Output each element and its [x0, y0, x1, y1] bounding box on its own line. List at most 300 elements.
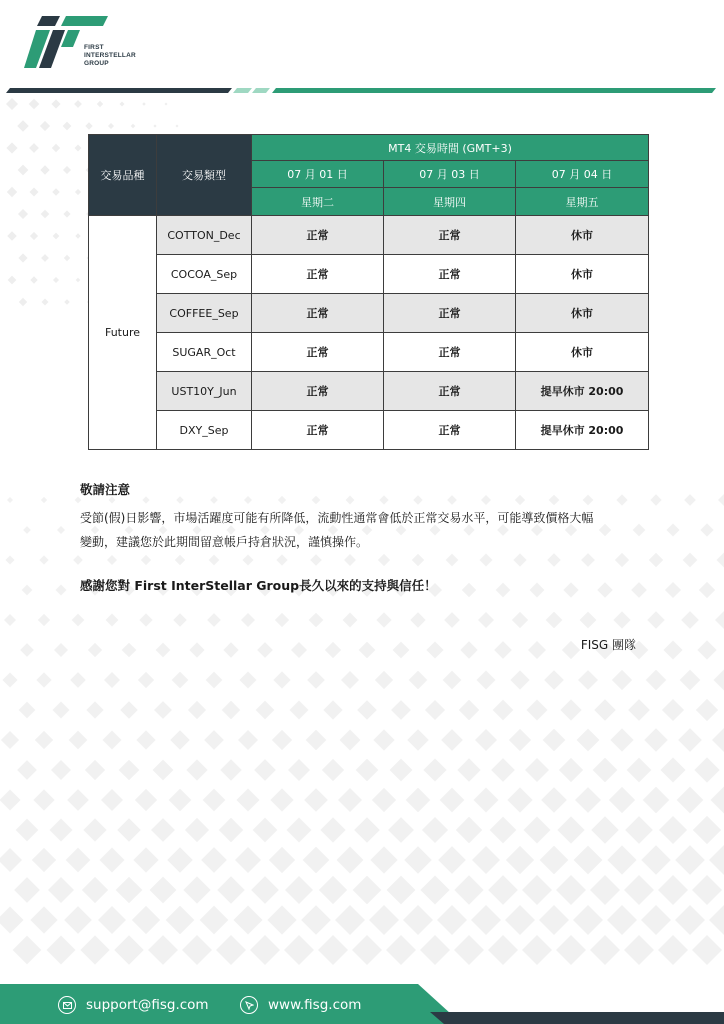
pattern-diamond: [359, 642, 376, 659]
pattern-diamond: [156, 643, 171, 658]
pattern-diamond: [563, 582, 578, 597]
pattern-diamond: [41, 497, 47, 503]
footer: [0, 984, 724, 1024]
pattern-diamond: [175, 555, 185, 565]
pattern-diamond: [154, 701, 172, 719]
pattern-diamond: [219, 818, 243, 842]
pattern-diamond: [609, 787, 635, 813]
pattern-diamond: [238, 730, 258, 750]
pattern-diamond: [659, 816, 687, 844]
pattern-diamond: [2, 672, 17, 687]
pattern-diamond: [423, 758, 446, 781]
pattern-diamond: [373, 729, 394, 750]
pattern-diamond: [139, 613, 152, 626]
notice-section: [80, 480, 650, 554]
pattern-diamond: [496, 583, 511, 598]
pattern-diamond: [459, 700, 479, 720]
pattern-diamond: [475, 729, 497, 751]
pattern-diamond: [19, 298, 27, 306]
pattern-diamond: [104, 672, 120, 688]
pattern-diamond: [251, 876, 279, 904]
pattern-diamond: [546, 612, 563, 629]
pattern-diamond: [276, 554, 287, 565]
pattern-diamond: [577, 729, 600, 752]
pattern-diamond: [53, 277, 59, 283]
status-cell: 正常: [252, 255, 384, 294]
pattern-diamond: [509, 729, 531, 751]
header-date-2: 07 月 03 日: [384, 161, 516, 188]
pattern-diamond: [200, 906, 229, 935]
pattern-diamond: [30, 276, 37, 283]
pattern-diamond: [170, 730, 189, 749]
header-type: 交易類型: [157, 135, 252, 216]
pattern-diamond: [490, 817, 517, 844]
pattern-diamond: [285, 876, 313, 904]
pattern-diamond: [183, 876, 210, 903]
pattern-diamond: [647, 611, 664, 628]
pattern-diamond: [122, 643, 137, 658]
pattern-diamond: [422, 817, 448, 843]
pattern-diamond: [337, 847, 364, 874]
pattern-diamond: [88, 643, 102, 657]
pattern-diamond: [301, 905, 331, 935]
fisg-logo: [24, 14, 154, 74]
pattern-diamond: [5, 555, 14, 564]
pattern-diamond: [201, 847, 227, 873]
pattern-diamond: [207, 613, 221, 627]
pattern-diamond: [216, 935, 246, 965]
header-mt4-hours: MT4 交易時間 (GMT+3): [252, 135, 649, 161]
pattern-diamond: [97, 101, 103, 107]
status-cell: 正常: [252, 411, 384, 450]
pattern-diamond: [142, 102, 146, 106]
pattern-diamond: [341, 671, 359, 689]
pattern-diamond: [307, 671, 325, 689]
pattern-diamond: [204, 730, 224, 750]
pattern-diamond: [407, 729, 428, 750]
pattern-diamond: [80, 935, 109, 964]
pattern-diamond: [344, 554, 356, 566]
pattern-diamond: [343, 613, 358, 628]
pattern-diamond: [323, 700, 342, 719]
pattern-diamond: [217, 876, 244, 903]
pattern-diamond: [454, 875, 483, 904]
pattern-diamond: [412, 554, 424, 566]
pattern-diamond: [14, 877, 40, 903]
pattern-diamond: [613, 611, 630, 628]
pattern-diamond: [30, 906, 57, 933]
pattern-diamond: [153, 124, 156, 127]
pattern-diamond: [643, 787, 669, 813]
pattern-diamond: [239, 671, 256, 688]
pattern-diamond: [223, 642, 238, 657]
pattern-diamond: [699, 582, 715, 598]
pattern-diamond: [658, 935, 688, 965]
pattern-diamond: [153, 760, 174, 781]
pattern-diamond: [241, 613, 255, 627]
pattern-diamond: [18, 253, 27, 262]
status-cell: 正常: [252, 294, 384, 333]
pattern-diamond: [284, 935, 314, 965]
pattern-diamond: [641, 905, 671, 935]
pattern-diamond: [624, 875, 654, 905]
pattern-diamond: [119, 760, 140, 781]
pattern-diamond: [658, 875, 688, 905]
header-category: 交易品種: [89, 135, 157, 216]
pattern-diamond: [101, 789, 123, 811]
table-row: [89, 216, 649, 255]
pattern-diamond: [85, 122, 92, 129]
pattern-diamond: [456, 817, 482, 843]
header-weekday-2: 星期四: [384, 188, 516, 216]
pattern-diamond: [425, 700, 445, 720]
pattern-diamond: [590, 875, 620, 905]
pattern-diamond: [462, 583, 476, 597]
pattern-diamond: [591, 816, 619, 844]
pattern-diamond: [57, 526, 65, 534]
pattern-diamond: [54, 643, 68, 657]
pattern-diamond: [64, 255, 70, 261]
pattern-diamond: [290, 701, 309, 720]
pattern-diamond: [718, 494, 724, 506]
header-date-3: 07 月 04 日: [516, 161, 649, 188]
pattern-diamond: [41, 210, 50, 219]
pattern-diamond: [513, 553, 526, 566]
pattern-diamond: [391, 700, 411, 720]
pattern-diamond: [404, 846, 431, 873]
notice-title: 敬請注意: [80, 482, 131, 497]
pattern-diamond: [117, 818, 141, 842]
pattern-diamond: [354, 817, 380, 843]
pattern-diamond: [75, 189, 81, 195]
pattern-diamond: [440, 788, 465, 813]
pattern-diamond: [409, 671, 427, 689]
thanks-message: 感謝您對 First InterStellar Group長久以來的支持與信任！: [80, 578, 437, 593]
pattern-diamond: [488, 875, 518, 905]
header-date-1: 07 月 01 日: [252, 161, 384, 188]
pattern-diamond: [17, 120, 29, 132]
pattern-diamond: [628, 699, 650, 721]
pattern-diamond: [525, 758, 549, 782]
pattern-diamond: [369, 905, 399, 935]
pattern-diamond: [257, 642, 273, 658]
pattern-diamond: [446, 554, 459, 567]
pattern-diamond: [353, 876, 382, 905]
header-weekday-3: 星期五: [516, 188, 649, 216]
pattern-diamond: [42, 299, 49, 306]
pattern-diamond: [426, 641, 443, 658]
pattern-diamond: [700, 523, 713, 536]
header-weekday-1: 星期二: [252, 188, 384, 216]
pattern-diamond: [473, 787, 498, 812]
pattern-diamond: [625, 816, 653, 844]
pattern-diamond: [457, 758, 480, 781]
pattern-diamond: [85, 760, 105, 780]
header-stripe: [0, 86, 724, 96]
footer-email[interactable]: [58, 995, 209, 1015]
pattern-diamond: [524, 817, 551, 844]
pattern-diamond: [681, 611, 699, 629]
pattern-diamond: [507, 787, 532, 812]
pattern-diamond: [717, 553, 724, 568]
pattern-diamond: [253, 818, 278, 843]
pattern-diamond: [631, 582, 647, 598]
pattern-diamond: [172, 672, 188, 688]
pattern-diamond: [712, 728, 724, 752]
pattern-diamond: [167, 847, 192, 872]
status-cell: 提早休市 20:00: [516, 411, 649, 450]
pattern-diamond: [273, 671, 290, 688]
pattern-diamond: [35, 731, 53, 749]
pattern-diamond: [578, 670, 598, 690]
pattern-diamond: [593, 758, 618, 783]
pattern-diamond: [63, 122, 72, 131]
table-row: [89, 372, 649, 411]
pattern-diamond: [522, 935, 552, 965]
pattern-diamond: [38, 614, 50, 626]
pattern-diamond: [390, 759, 413, 782]
pattern-diamond: [488, 935, 518, 965]
pattern-diamond: [188, 701, 206, 719]
pattern-diamond: [541, 787, 567, 813]
pattern-diamond: [133, 847, 158, 872]
pattern-diamond: [714, 670, 724, 691]
pattern-diamond: [114, 935, 144, 965]
table-row: [89, 411, 649, 450]
pattern-diamond: [233, 905, 262, 934]
pattern-diamond: [590, 935, 620, 965]
pattern-diamond: [460, 641, 477, 658]
trading-hours-table: [88, 134, 649, 450]
pattern-diamond: [692, 935, 722, 965]
pattern-diamond: [594, 699, 616, 721]
pattern-diamond: [209, 555, 220, 566]
symbol-cell: SUGAR_Oct: [157, 333, 252, 372]
pattern-diamond: [406, 788, 430, 812]
pattern-diamond: [441, 729, 463, 751]
pattern-diamond: [581, 553, 595, 567]
pattern-diamond: [6, 98, 18, 110]
pattern-diamond: [540, 846, 569, 875]
pattern-diamond: [55, 584, 66, 595]
pattern-diamond: [272, 730, 292, 750]
pattern-diamond: [665, 582, 681, 598]
pattern-diamond: [437, 905, 467, 935]
notice-body: [80, 506, 650, 554]
footer-website[interactable]: [240, 995, 361, 1015]
pattern-diamond: [53, 233, 60, 240]
pattern-diamond: [6, 142, 17, 153]
pattern-diamond: [352, 935, 382, 965]
pattern-diamond: [607, 905, 637, 935]
pattern-diamond: [19, 702, 36, 719]
pattern-diamond: [386, 935, 416, 965]
pattern-diamond: [141, 555, 151, 565]
pattern-diamond: [666, 523, 679, 536]
pattern-diamond: [309, 613, 324, 628]
pattern-diamond: [64, 299, 70, 305]
status-cell: 正常: [384, 255, 516, 294]
cursor-icon: [240, 996, 258, 1014]
pattern-diamond: [693, 816, 721, 844]
status-cell: 正常: [384, 294, 516, 333]
pattern-diamond: [539, 905, 569, 935]
pattern-diamond: [169, 789, 191, 811]
status-cell: 休市: [516, 294, 649, 333]
pattern-diamond: [1, 731, 19, 749]
pattern-diamond: [275, 613, 289, 627]
pattern-diamond: [83, 818, 106, 841]
pattern-diamond: [291, 642, 307, 658]
pattern-diamond: [150, 877, 177, 904]
pattern-diamond: [454, 935, 484, 965]
pattern-diamond: [256, 701, 275, 720]
pattern-diamond: [0, 789, 21, 810]
pattern-diamond: [528, 641, 546, 659]
pattern-diamond: [696, 699, 718, 721]
pattern-diamond: [173, 613, 186, 626]
footer-website-text: www.fisg.com: [268, 997, 362, 1013]
pattern-diamond: [378, 554, 390, 566]
pattern-diamond: [70, 672, 86, 688]
pattern-diamond: [189, 642, 204, 657]
pattern-diamond: [131, 124, 136, 129]
pattern-diamond: [303, 847, 330, 874]
pattern-diamond: [711, 787, 724, 814]
table-row: [89, 333, 649, 372]
pattern-diamond: [13, 936, 42, 965]
brand-line-1: FIRST: [84, 44, 104, 51]
pattern-diamond: [287, 818, 312, 843]
pattern-diamond: [627, 758, 652, 783]
status-cell: 休市: [516, 255, 649, 294]
pattern-diamond: [98, 906, 126, 934]
pattern-diamond: [607, 845, 636, 874]
pattern-diamond: [556, 935, 586, 965]
pattern-diamond: [675, 845, 705, 875]
brand-line-3: GROUP: [84, 60, 109, 67]
pattern-diamond: [692, 875, 722, 905]
pattern-diamond: [612, 670, 632, 690]
pattern-diamond: [103, 731, 122, 750]
pattern-diamond: [18, 209, 28, 219]
pattern-diamond: [0, 906, 24, 933]
pattern-diamond: [165, 103, 168, 106]
status-cell: 正常: [384, 216, 516, 255]
pattern-diamond: [16, 819, 39, 842]
pattern-diamond: [63, 166, 71, 174]
pattern-diamond: [18, 165, 29, 176]
pattern-diamond: [66, 848, 91, 873]
pattern-diamond: [479, 553, 492, 566]
pattern-diamond: [649, 553, 663, 567]
pattern-diamond: [0, 848, 22, 872]
pattern-diamond: [269, 847, 295, 873]
pattern-diamond: [510, 670, 529, 689]
pattern-diamond: [235, 847, 261, 873]
pattern-diamond: [573, 905, 603, 935]
pattern-diamond: [694, 757, 719, 782]
status-cell: 正常: [252, 216, 384, 255]
category-cell: Future: [89, 216, 157, 450]
pattern-diamond: [677, 787, 704, 814]
pattern-diamond: [420, 875, 449, 904]
pattern-diamond: [388, 817, 414, 843]
pattern-diamond: [556, 875, 586, 905]
pattern-diamond: [575, 787, 601, 813]
pattern-diamond: [410, 612, 425, 627]
symbol-cell: UST10Y_Jun: [157, 372, 252, 411]
status-cell: 正常: [384, 333, 516, 372]
pattern-diamond: [75, 145, 82, 152]
pattern-diamond: [73, 555, 83, 565]
pattern-diamond: [325, 642, 341, 658]
pattern-diamond: [662, 699, 684, 721]
pattern-diamond: [491, 758, 515, 782]
pattern-diamond: [86, 701, 103, 718]
pattern-diamond: [32, 848, 56, 872]
pattern-diamond: [320, 817, 345, 842]
brand-line-2: INTERSTELLAR: [84, 52, 136, 59]
pattern-diamond: [39, 555, 48, 564]
pattern-diamond: [375, 671, 393, 689]
pattern-diamond: [185, 818, 209, 842]
pattern-diamond: [684, 494, 696, 506]
symbol-cell: COFFEE_Sep: [157, 294, 252, 333]
pattern-diamond: [512, 612, 528, 628]
pattern-diamond: [709, 905, 724, 935]
pattern-diamond: [476, 670, 495, 689]
pattern-diamond: [4, 614, 16, 626]
pattern-diamond: [318, 935, 348, 965]
pattern-diamond: [267, 905, 296, 934]
pattern-diamond: [270, 788, 293, 811]
pattern-diamond: [108, 123, 114, 129]
pattern-diamond: [100, 848, 125, 873]
pattern-diamond: [82, 877, 108, 903]
pattern-diamond: [340, 730, 361, 751]
pattern-diamond: [176, 125, 179, 128]
pattern-diamond: [624, 935, 654, 965]
pattern-diamond: [530, 583, 545, 598]
pattern-diamond: [166, 906, 194, 934]
pattern-diamond: [443, 671, 462, 690]
pattern-diamond: [319, 876, 347, 904]
pattern-diamond: [310, 554, 322, 566]
pattern-diamond: [646, 670, 666, 690]
mail-icon: [58, 996, 76, 1014]
symbol-cell: DXY_Sep: [157, 411, 252, 450]
pattern-diamond: [560, 699, 581, 720]
symbol-cell: COCOA_Sep: [157, 255, 252, 294]
pattern-diamond: [420, 935, 450, 965]
table-row: [89, 255, 649, 294]
pattern-diamond: [393, 642, 410, 659]
pattern-diamond: [242, 554, 253, 565]
pattern-diamond: [356, 759, 379, 782]
pattern-diamond: [20, 643, 34, 657]
pattern-diamond: [610, 728, 633, 751]
pattern-diamond: [64, 906, 92, 934]
pattern-diamond: [29, 99, 40, 110]
pattern-diamond: [493, 700, 514, 721]
symbol-cell: COTTON_Dec: [157, 216, 252, 255]
pattern-diamond: [48, 877, 74, 903]
pattern-diamond: [51, 760, 71, 780]
pattern-diamond: [7, 497, 13, 503]
pattern-diamond: [186, 759, 207, 780]
pattern-diamond: [562, 641, 580, 659]
